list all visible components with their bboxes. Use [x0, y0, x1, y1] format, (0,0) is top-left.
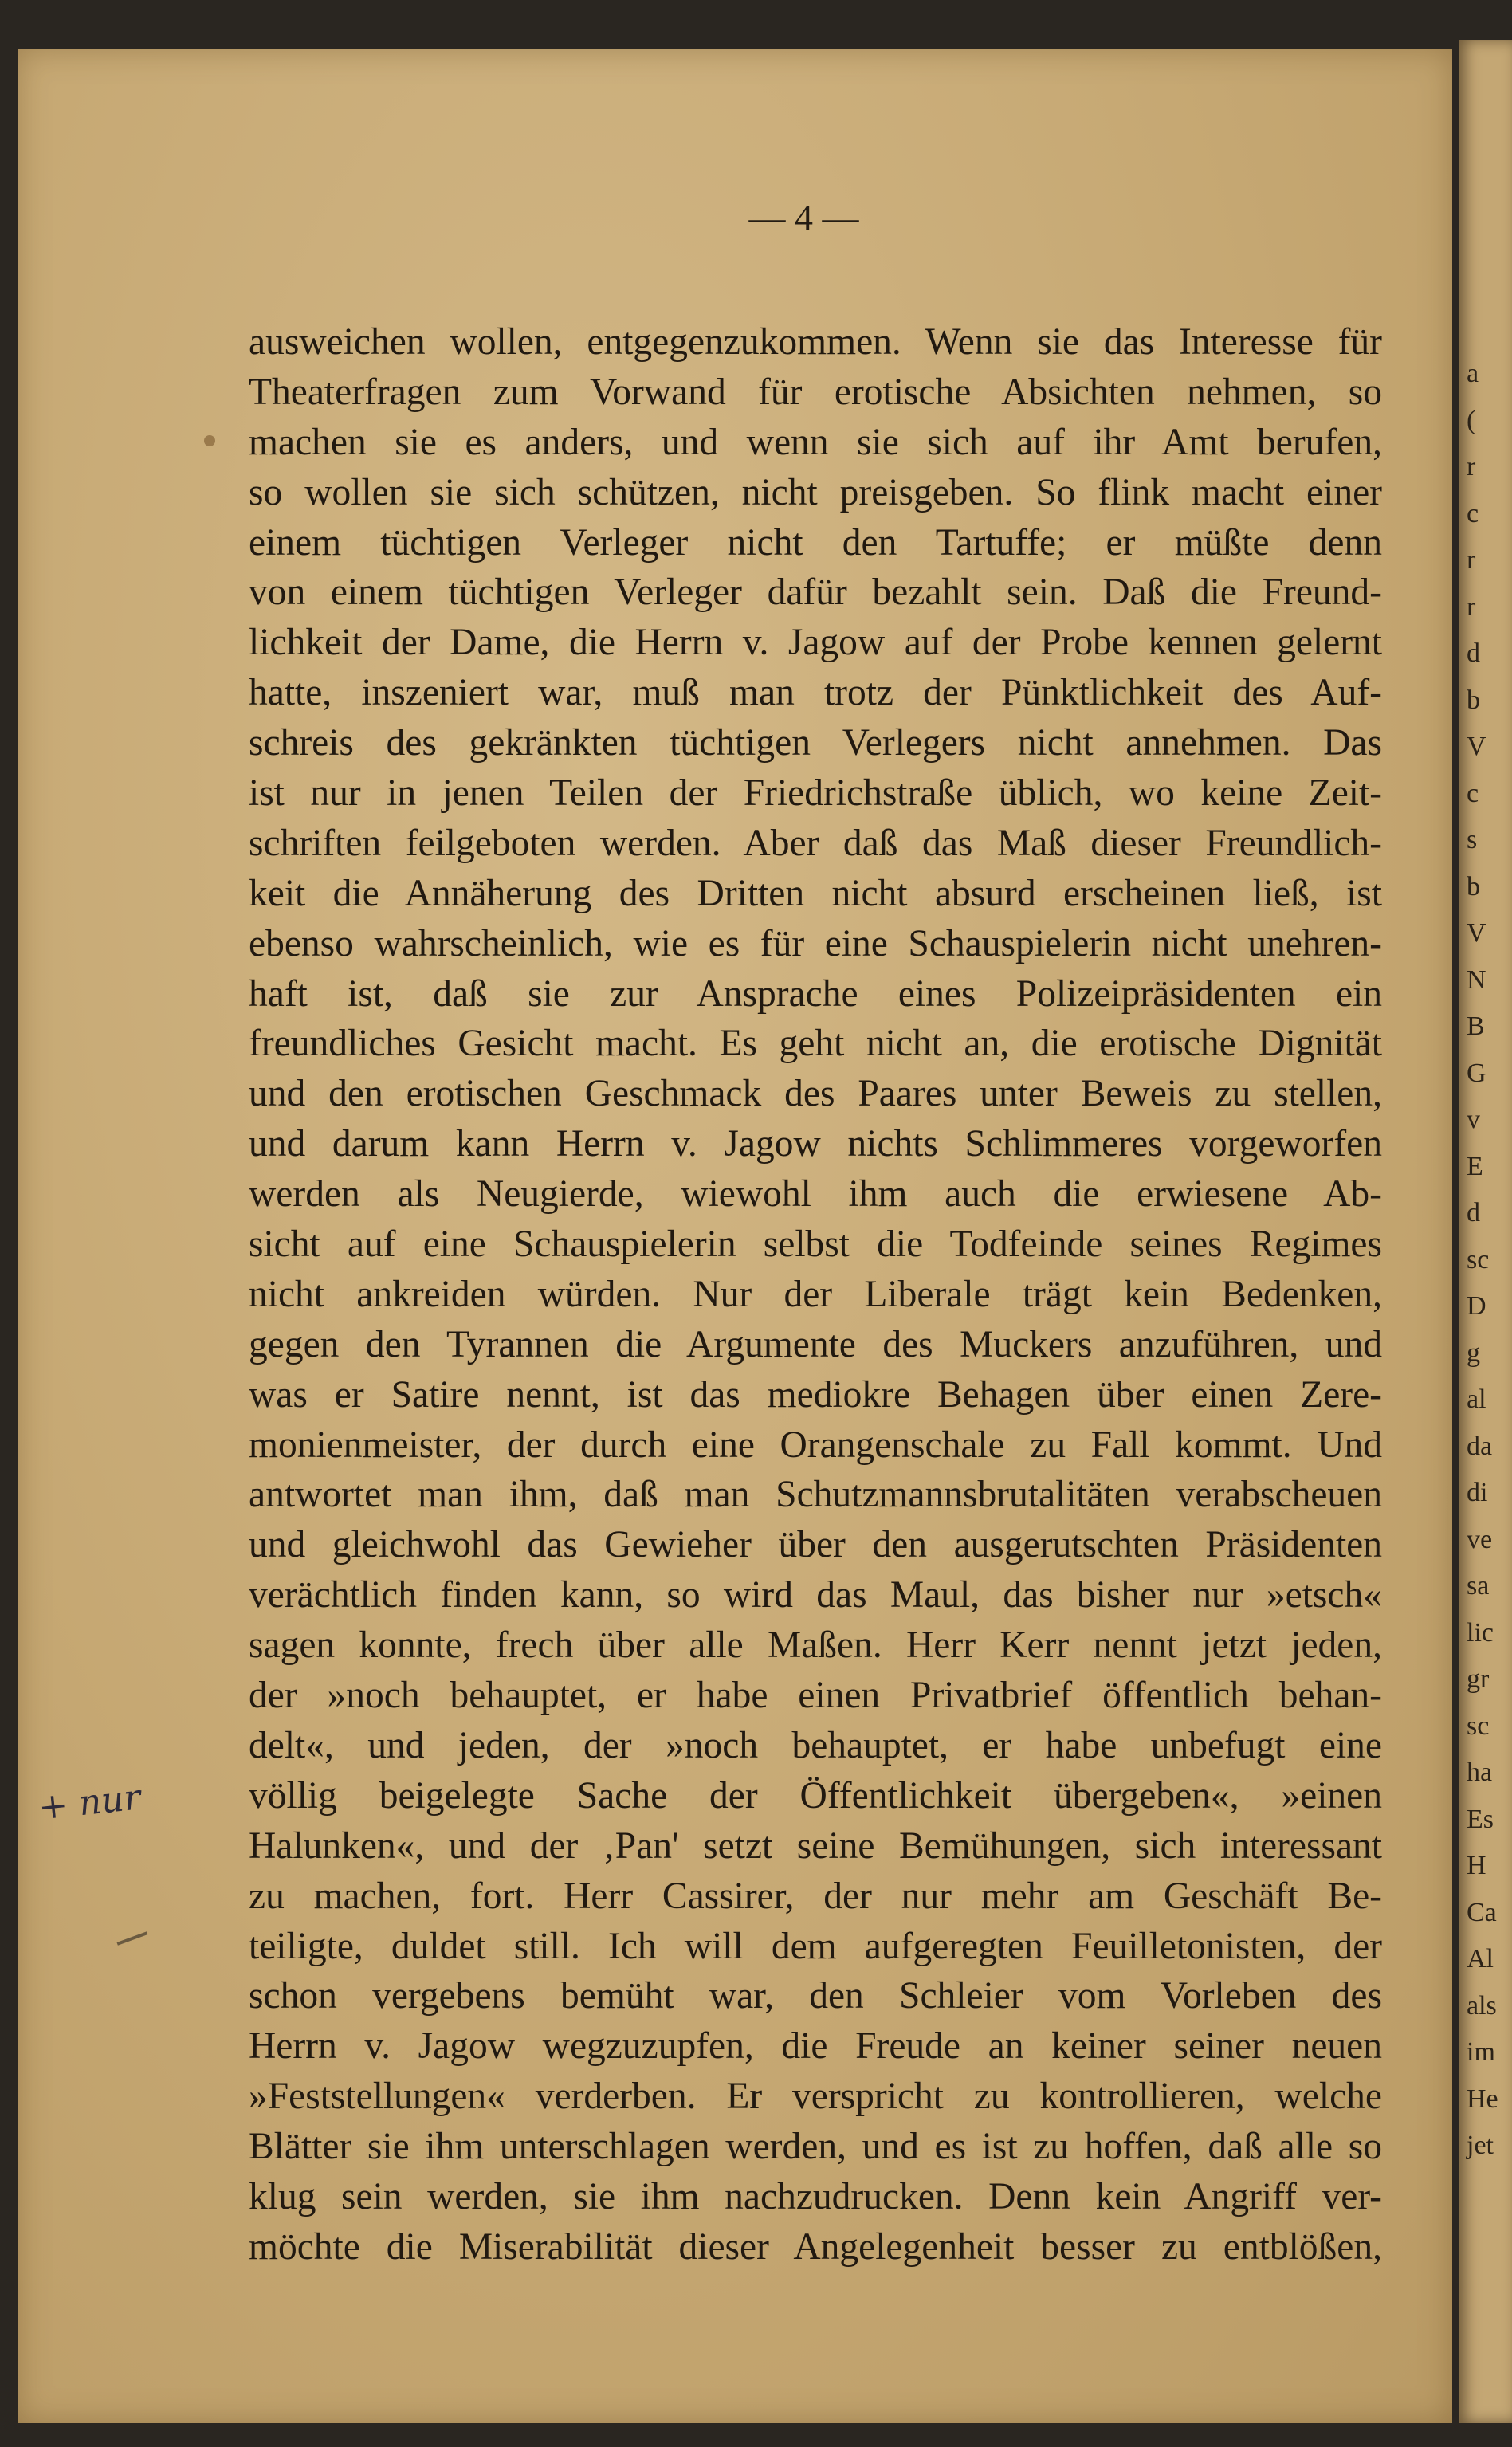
text-line: keit die Annäherung des Dritten nicht absurd erscheinen ließ, ist	[249, 872, 1382, 914]
text-line: und den erotischen Geschmack des Paares unter Beweis zu stellen,	[249, 1073, 1382, 1115]
text-line: antwortet man ihm, daß man Schutzmannsbrutalitäten verabscheuen	[249, 1474, 1382, 1516]
text-line: verächtlich finden kann, so wird das Maul, das bisher nur »etsch«	[249, 1574, 1382, 1616]
text-line: delt«, und jeden, der »noch behauptet, er habe unbefugt eine	[249, 1724, 1382, 1766]
facing-page-fragment: sa	[1467, 1571, 1490, 1601]
facing-page-fragment: E	[1467, 1151, 1483, 1181]
facing-page-fragment: r	[1467, 452, 1476, 481]
facing-page-fragment: r	[1467, 545, 1476, 575]
facing-page-fragment: Es	[1467, 1804, 1494, 1834]
facing-page-fragment: v	[1467, 1105, 1480, 1134]
facing-page-fragment: Al	[1467, 1944, 1494, 1974]
text-line: teiligte, duldet still. Ich will dem aufgeregten Feuilletonisten, der	[249, 1925, 1382, 1967]
text-line: und gleichwohl das Gewieher über den ausgerutschten Präsidenten	[249, 1524, 1382, 1566]
facing-page-fragment: b	[1467, 685, 1480, 715]
text-line: schriften feilgeboten werden. Aber daß das Maß dieser Freundlich-	[249, 822, 1382, 864]
text-line: freundliches Gesicht macht. Es geht nicht an, die erotische Dignität	[249, 1023, 1382, 1065]
facing-page-fragment: sc	[1467, 1711, 1490, 1741]
facing-page-fragment: c	[1467, 498, 1479, 528]
text-line: »Feststellungen« verderben. Er verspricht zu kontrollieren, welche	[249, 2076, 1382, 2118]
facing-page-fragment: N	[1467, 964, 1486, 995]
text-line: ist nur in jenen Teilen der Friedrichstraße üblich, wo keine Zeit-	[249, 772, 1382, 815]
facing-page-fragment: s	[1467, 825, 1478, 854]
facing-page-fragment: g	[1467, 1337, 1480, 1368]
facing-page-fragment: im	[1467, 2037, 1495, 2067]
text-line: so wollen sie sich schützen, nicht preisgeben. So flink macht einer	[249, 471, 1382, 513]
facing-page-fragment: D	[1467, 1291, 1486, 1321]
facing-page-fragment: di	[1467, 1478, 1488, 1507]
facing-page-fragment: H	[1467, 1851, 1486, 1880]
facing-page-fragment: V	[1467, 732, 1486, 761]
text-line: gegen den Tyrannen die Argumente des Muckers anzuführen, und	[249, 1323, 1382, 1365]
text-line: machen sie es anders, und wenn sie sich auf ihr Amt berufen,	[249, 421, 1382, 463]
text-line: Blätter sie ihm unterschlagen werden, und es ist zu hoffen, daß alle so	[249, 2126, 1382, 2168]
facing-page-fragment: b	[1467, 871, 1480, 901]
facing-page-fragment: lic	[1467, 1617, 1494, 1648]
facing-page-fragment: (	[1467, 405, 1476, 435]
text-line: und darum kann Herrn v. Jagow nichts Schlimmeres vorgeworfen	[249, 1123, 1382, 1165]
facing-page-fragment: gr	[1467, 1664, 1490, 1694]
margin-mark	[204, 435, 215, 446]
text-line: schon vergebens bemüht war, den Schleier vom Vorleben des	[249, 1975, 1382, 2017]
facing-page-fragment: c	[1467, 778, 1479, 808]
facing-page-fragment: jet	[1467, 2131, 1494, 2160]
facing-page-fragment: V	[1467, 918, 1486, 948]
text-line: zu machen, fort. Herr Cassirer, der nur mehr am Geschäft Be-	[249, 1875, 1382, 1917]
text-line: klug sein werden, sie ihm nachzudrucken. Denn kein Angriff ver-	[249, 2175, 1382, 2217]
facing-page-fragment: a	[1467, 359, 1479, 388]
facing-page-fragment: als	[1467, 1990, 1497, 2021]
text-line: möchte die Miserabilität dieser Angelegenheit besser zu entblößen,	[249, 2225, 1382, 2268]
facing-page-fragment: ha	[1467, 1758, 1493, 1787]
facing-page-edge	[1459, 40, 1512, 2423]
facing-page-fragment: da	[1467, 1431, 1493, 1461]
facing-page-fragment: B	[1467, 1011, 1485, 1041]
text-line: haft ist, daß sie zur Ansprache eines Polizeipräsidenten ein	[249, 972, 1382, 1015]
text-line: von einem tüchtigen Verleger dafür bezahlt sein. Daß die Freund-	[249, 571, 1382, 614]
text-line: Halunken«, und der ‚Pan' setzt seine Bemühungen, sich interessant	[249, 1824, 1382, 1867]
facing-page-fragment: d	[1467, 1198, 1480, 1227]
text-line: Herrn v. Jagow wegzuzupfen, die Freude an keiner seiner neuen	[249, 2025, 1382, 2068]
body-text	[249, 317, 1382, 2272]
facing-page-fragment: al	[1467, 1385, 1486, 1414]
facing-page-fragment: d	[1467, 638, 1480, 668]
text-line: hatte, inszeniert war, muß man trotz der Pünktlichkeit des Auf-	[249, 672, 1382, 714]
text-line: Theaterfragen zum Vorwand für erotische Absichten nehmen, so	[249, 371, 1382, 413]
facing-page-fragment: He	[1467, 2084, 1498, 2114]
facing-page-fragment: G	[1467, 1058, 1486, 1088]
text-line: ausweichen wollen, entgegenzukommen. Wenn sie das Interesse für	[249, 321, 1382, 363]
text-line: einem tüchtigen Verleger nicht den Tartuffe; er müßte denn	[249, 521, 1382, 564]
text-line: was er Satire nennt, ist das mediokre Behagen über einen Zere-	[249, 1373, 1382, 1416]
text-line: sicht auf eine Schauspielerin selbst die Todfeinde seines Regimes	[249, 1224, 1382, 1266]
page-number: — 4 —	[748, 197, 859, 238]
text-line: monienmeister, der durch eine Orangenschale zu Fall kommt. Und	[249, 1424, 1382, 1466]
text-line: lichkeit der Dame, die Herrn v. Jagow auf der Probe kennen gelernt	[249, 622, 1382, 664]
text-line: ebenso wahrscheinlich, wie es für eine Schauspielerin nicht unehren-	[249, 922, 1382, 964]
text-line: völlig beigelegte Sache der Öffentlichkeit übergeben«, »einen	[249, 1774, 1382, 1817]
text-line: werden als Neugierde, wiewohl ihm auch die erwiesene Ab-	[249, 1173, 1382, 1216]
facing-page-fragment: sc	[1467, 1244, 1490, 1275]
facing-page-fragment: Ca	[1467, 1897, 1497, 1927]
text-line: sagen konnte, frech über alle Maßen. Herr Kerr nennt jetzt jeden,	[249, 1624, 1382, 1667]
handwritten-margin-note: + nur	[36, 1777, 143, 1828]
text-line: der »noch behauptet, er habe einen Privatbrief öffentlich behan-	[249, 1675, 1382, 1717]
text-line: schreis des gekränkten tüchtigen Verlegers nicht annehmen. Das	[249, 722, 1382, 764]
text-line: nicht ankreiden würden. Nur der Liberale trägt kein Bedenken,	[249, 1273, 1382, 1315]
facing-page-fragment: ve	[1467, 1524, 1493, 1554]
facing-page-fragment: r	[1467, 591, 1476, 622]
